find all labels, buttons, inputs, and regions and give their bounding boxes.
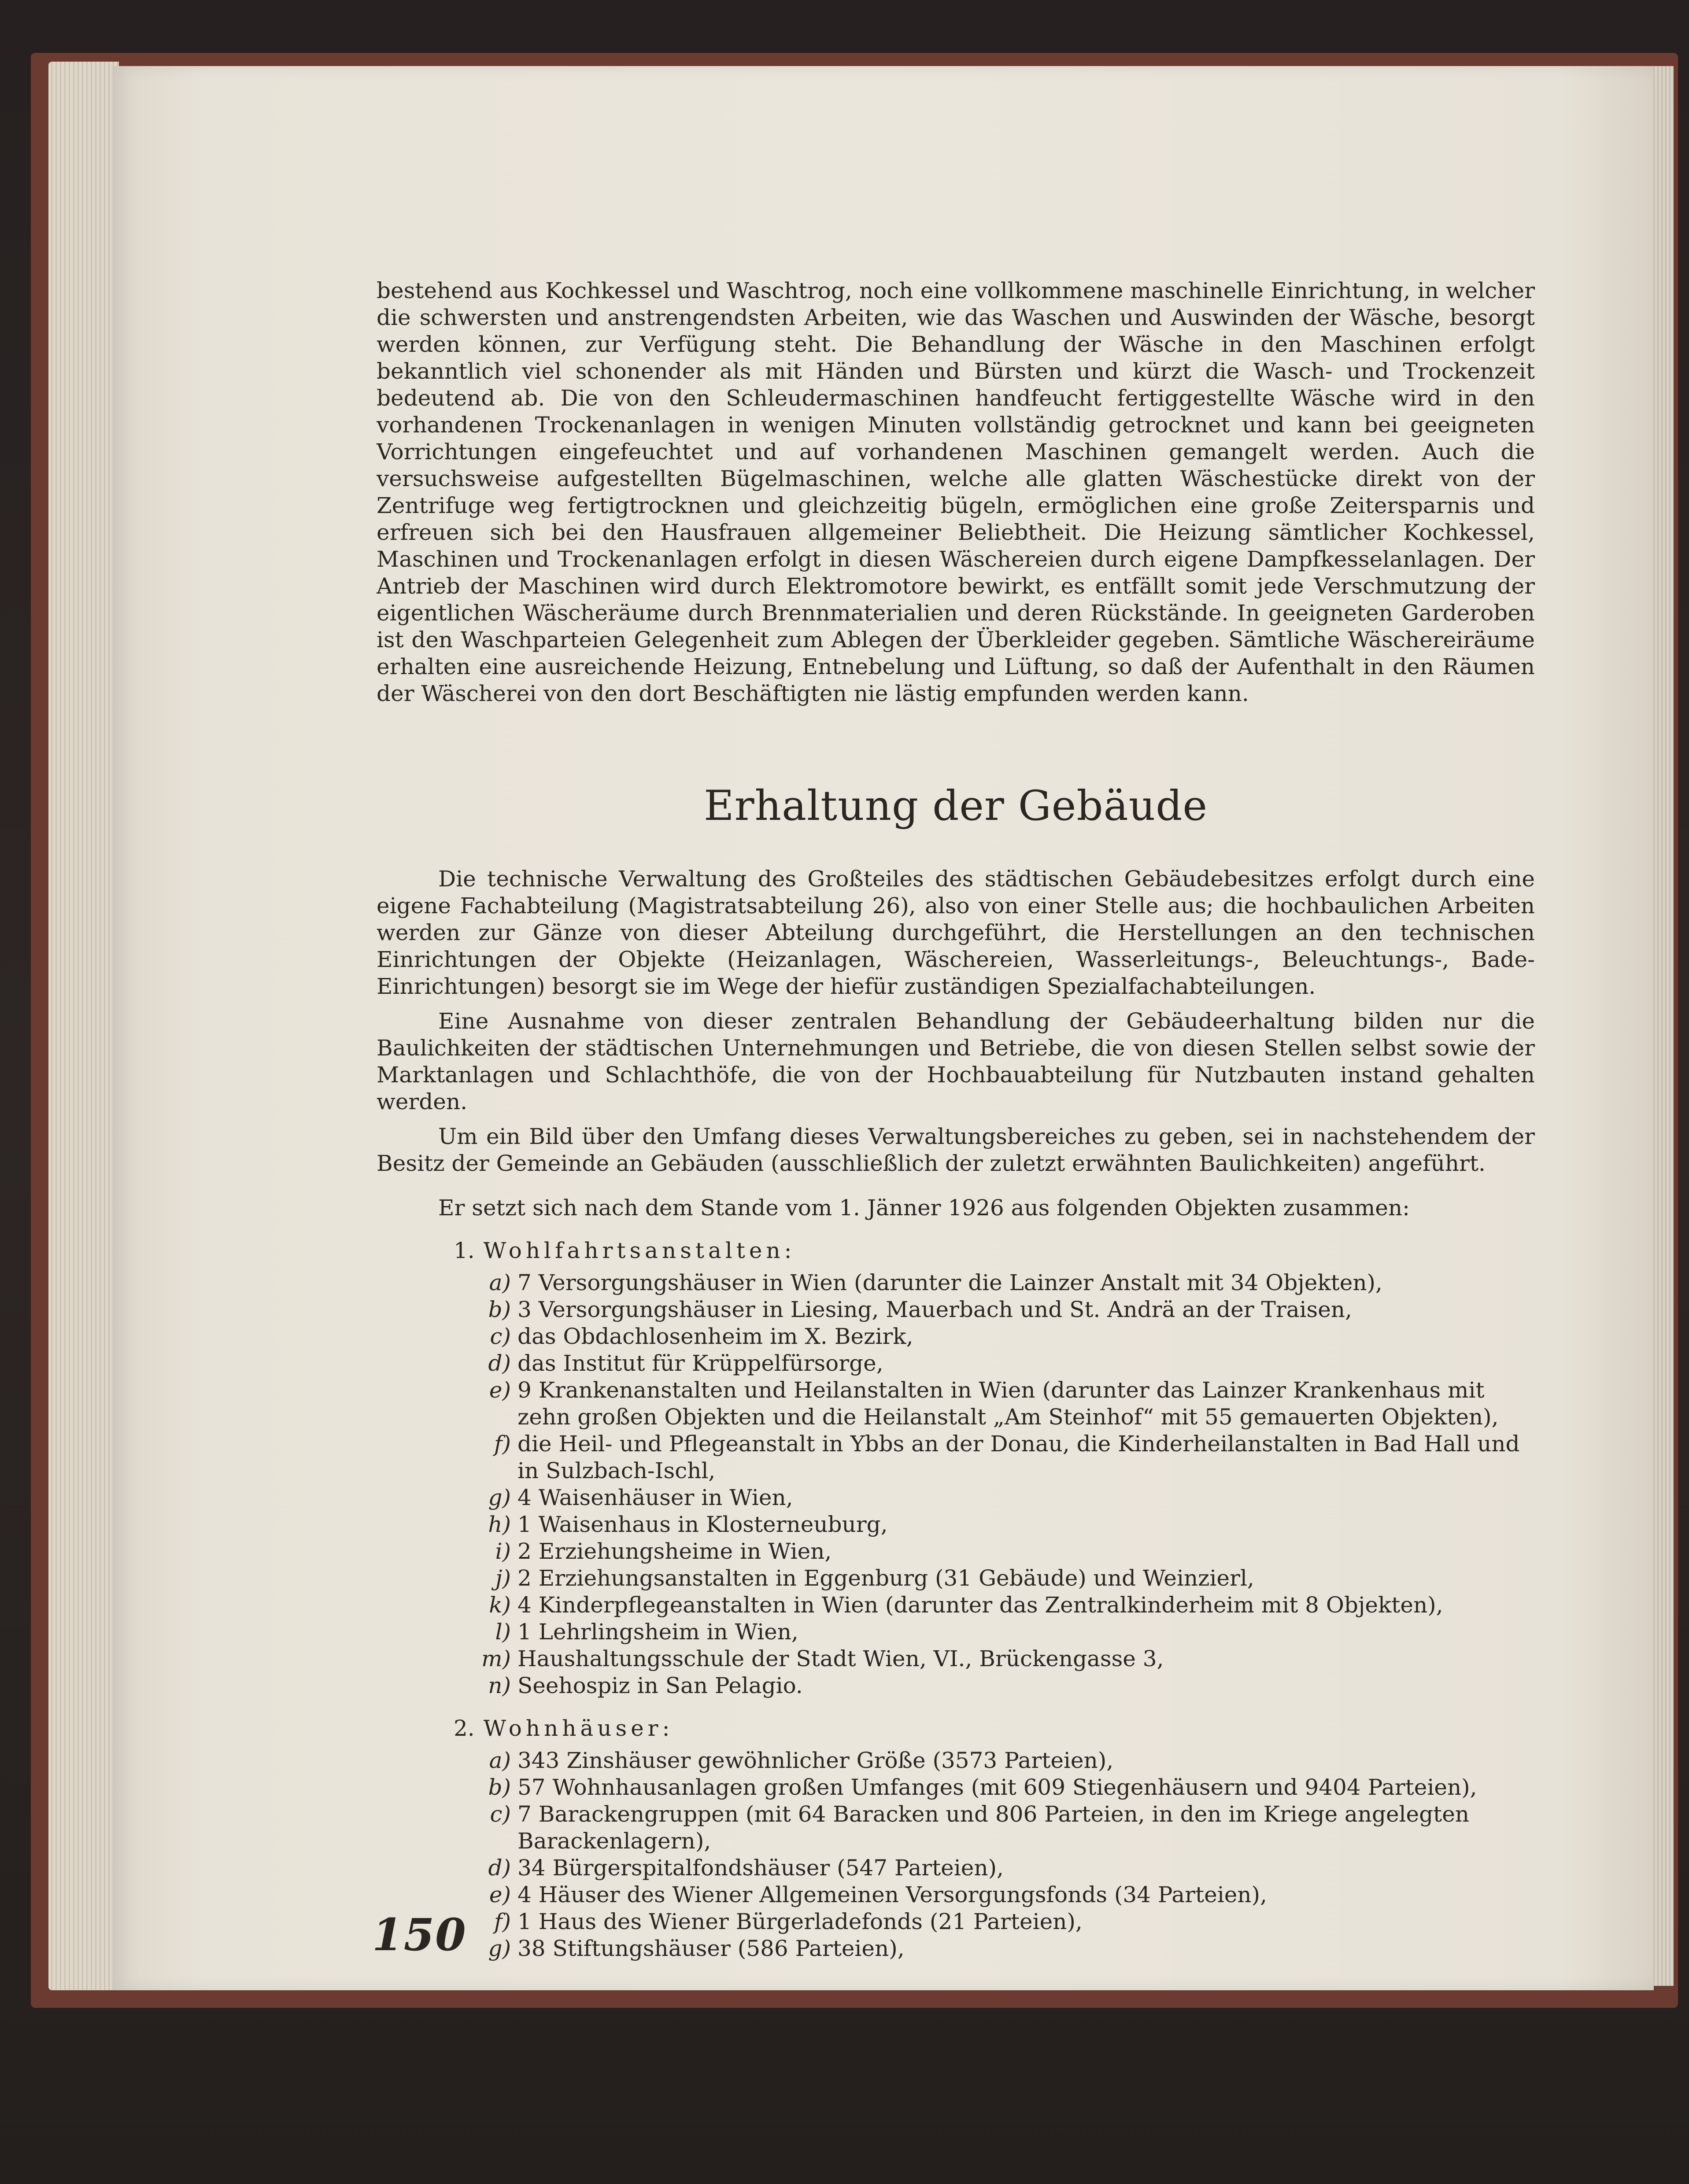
list-item <box>377 1565 1535 1592</box>
list-item <box>377 1538 1535 1565</box>
list-wohnhaeuser <box>377 1747 1535 1962</box>
list-item-label: k) <box>489 1592 511 1618</box>
list-item-label: b) <box>488 1774 511 1800</box>
list-item <box>377 1484 1535 1511</box>
list-item-text: 343 Zinshäuser gewöhnlicher Größe (3573 Parteien), <box>517 1748 1114 1773</box>
list-item-text: 4 Häuser des Wiener Allgemeinen Versorgungsfonds (34 Parteien), <box>517 1882 1267 1907</box>
list-item-label: c) <box>490 1324 511 1349</box>
list-item <box>377 1855 1535 1881</box>
list-item-text: Haushaltungsschule der Stadt Wien, VI., Brückengasse 3, <box>517 1646 1164 1671</box>
list-item-label: g) <box>488 1936 511 1961</box>
left-page-edges <box>48 62 119 1990</box>
list-item-label: m) <box>481 1646 511 1671</box>
list-item-label: n) <box>488 1673 511 1698</box>
list-item-label: i) <box>495 1538 511 1564</box>
list-item-text: das Institut für Krüppelfürsorge, <box>517 1350 883 1376</box>
list-item <box>377 1908 1535 1935</box>
list-item-label: e) <box>489 1377 511 1403</box>
list-item-label: c) <box>490 1801 511 1827</box>
list-item-label: e) <box>489 1882 511 1907</box>
list-item-label: f) <box>494 1431 511 1457</box>
list-item <box>377 1881 1535 1908</box>
list-heading-number: 2. <box>454 1715 475 1741</box>
list-item-text: das Obdachlosenheim im X. Bezirk, <box>517 1324 913 1349</box>
list-intro-line: Er setzt sich nach dem Stande vom 1. Jänner 1926 aus folgenden Objekten zusammen: <box>438 1195 1410 1221</box>
list-item-text: die Heil- und Pflegeanstalt in Ybbs an der Donau, die Kinderheilanstalten in Bad Hall und in Sulzbach-Ischl, <box>517 1431 1520 1483</box>
list-item <box>377 1323 1535 1350</box>
list-item-text: 38 Stiftungshäuser (586 Parteien), <box>517 1936 905 1961</box>
list-item-text: 7 Barackengruppen (mit 64 Baracken und 806 Parteien, in den im Kriege angelegten Barackenlagern), <box>517 1801 1470 1854</box>
list-item <box>377 1774 1535 1801</box>
list-item-text: 1 Lehrlingsheim in Wien, <box>517 1619 798 1645</box>
list-item <box>377 1619 1535 1645</box>
section-title: Erhaltung der Gebäude <box>704 782 1208 830</box>
list-item <box>377 1592 1535 1619</box>
list-wohlfahrtsanstalten <box>377 1269 1535 1699</box>
list-heading-wohlfahrtsanstalten <box>377 1237 1535 1264</box>
page-number: 150 <box>372 1909 467 1961</box>
list-item <box>377 1511 1535 1538</box>
list-heading-label: Wohnhäuser: <box>483 1715 674 1741</box>
list-item-text: 1 Waisenhaus in Klosterneuburg, <box>517 1512 888 1537</box>
list-heading-wohnhaeuser <box>377 1715 1535 1742</box>
list-item <box>377 1672 1535 1699</box>
list-item-label: a) <box>489 1748 511 1773</box>
list-item-text: 57 Wohnhausanlagen großen Umfanges (mit 609 Stiegenhäusern und 9404 Parteien), <box>517 1774 1477 1800</box>
list-item <box>377 1935 1535 1962</box>
list-item <box>377 1645 1535 1672</box>
list-item-label: h) <box>488 1512 511 1537</box>
list-item-text: 3 Versorgungshäuser in Liesing, Mauerbach und St. Andrä an der Traisen, <box>517 1297 1352 1322</box>
list-item <box>377 1350 1535 1377</box>
list-item-label: d) <box>488 1350 511 1376</box>
list-item-text: 4 Kinderpflegeanstalten in Wien (darunter das Zentralkinderheim mit 8 Objekten), <box>517 1592 1443 1618</box>
list-item <box>377 1269 1535 1296</box>
list-item <box>377 1747 1535 1774</box>
list-item-text: 2 Erziehungsanstalten in Eggenburg (31 Gebäude) und Weinzierl, <box>517 1565 1254 1591</box>
list-item <box>377 1801 1535 1855</box>
list-heading-number: 1. <box>454 1238 475 1263</box>
list-item-label: d) <box>488 1855 511 1881</box>
list-item-text: 2 Erziehungsheime in Wien, <box>517 1538 832 1564</box>
list-heading-label: Wohlfahrtsanstalten: <box>483 1238 796 1263</box>
list-item <box>377 1431 1535 1484</box>
list-item-label: f) <box>494 1909 511 1934</box>
list-item-text: Seehospiz in San Pelagio. <box>517 1673 803 1698</box>
list-item-text: 4 Waisenhäuser in Wien, <box>517 1485 793 1510</box>
list-item-label: b) <box>488 1297 511 1322</box>
list-item-label: j) <box>495 1565 511 1591</box>
page-content <box>377 277 1535 1962</box>
list-item-label: g) <box>488 1485 511 1510</box>
list-item-text: 1 Haus des Wiener Bürgerladefonds (21 Parteien), <box>517 1909 1083 1934</box>
list-item <box>377 1377 1535 1431</box>
intro-paragraph: bestehend aus Kochkessel und Waschtrog, noch eine vollkommene maschinelle Einrichtung, in welcher die schwersten und anstrengendsten Arbeiten, wie das Waschen und Auswinden der Wäsche, besorgt werden können, zur Verfügung steht. Die Behandlung der Wäsche in den Maschinen erfolgt bekanntlich viel schonender als mit Händen und Bürsten und kürzt die Wasch- und Trockenzeit bedeutend ab. Die von den Schleudermaschinen handfeucht fertiggestellte Wäsche wird in den vorhandenen Trockenanlagen in wenigen Minuten vollständig getrocknet und kann bei geeigneten Vorrichtungen eingefeuchtet und auf vorhandenen Maschinen gemangelt werden. Auch die versuchsweise aufgestellten Bügelmaschinen, welche alle glatten Wäschestücke direkt von der Zentrifuge weg fertigtrocknen und gleichzeitig bügeln, ermöglichen eine große Zeitersparnis und erfreuen sich bei den Hausfrauen allgemeiner Beliebtheit. Die Heizung sämtlicher Kochkessel, Maschinen und Trockenanlagen erfolgt in diesen Wäschereien durch eigene Dampfkesselanlagen. Der Antrieb der Maschinen wird durch Elektromotore bewirkt, es entfällt somit jede Verschmutzung der eigentlichen Wäscheräume durch Brennmaterialien und deren Rückstände. In geeigneten Garderoben ist den Waschparteien Gelegenheit zum Ablegen der Überkleider gegeben. Sämtliche Wäschereiräume erhalten eine ausreichende Heizung, Entnebelung und Lüftung, so daß der Aufenthalt in den Räumen der Wäscherei von den dort Beschäftigten nie lästig empfunden werden kann. <box>377 278 1535 706</box>
list-item <box>377 1296 1535 1323</box>
list-item-text: 7 Versorgungshäuser in Wien (darunter die Lainzer Anstalt mit 34 Objekten), <box>517 1270 1382 1295</box>
list-item-text: 9 Krankenanstalten und Heilanstalten in Wien (darunter das Lainzer Krankenhaus mit zehn großen Objekten und die Heilanstalt „Am Steinhof“ mit 55 gemauerten Objekten), <box>517 1377 1499 1430</box>
list-item-label: a) <box>489 1270 511 1295</box>
body-paragraph: Um ein Bild über den Umfang dieses Verwaltungsbereiches zu geben, sei in nachstehendem der Besitz der Gemeinde an Gebäuden (ausschließlich der zuletzt erwähnten Baulichkeiten) angeführt. <box>377 1124 1535 1176</box>
body-paragraph: Eine Ausnahme von dieser zentralen Behandlung der Gebäudeerhaltung bilden nur die Baulichkeiten der städtischen Unternehmungen und Betriebe, die von diesen Stellen selbst sowie der Marktanlagen und Schlachthöfe, die von der Hochbauabteilung für Nutzbauten instand gehalten werden. <box>377 1008 1535 1114</box>
list-item-label: l) <box>495 1619 511 1645</box>
body-paragraph: Die technische Verwaltung des Großteiles des städtischen Gebäudebesitzes erfolgt durch eine eigene Fachabteilung (Magistratsabteilung 26), also von einer Stelle aus; die hochbaulichen Arbeiten werden zur Gänze von dieser Abteilung durchgeführt, die Herstellungen an den technischen Einrichtungen der Objekte (Heizanlagen, Wäschereien, Wasserleitungs-, Beleuchtungs-, Bade-Einrichtungen) besorgt sie im Wege der hiefür zuständigen Spezialfachabteilungen. <box>377 866 1535 999</box>
list-item-text: 34 Bürgerspitalfondshäuser (547 Parteien), <box>517 1855 1004 1881</box>
